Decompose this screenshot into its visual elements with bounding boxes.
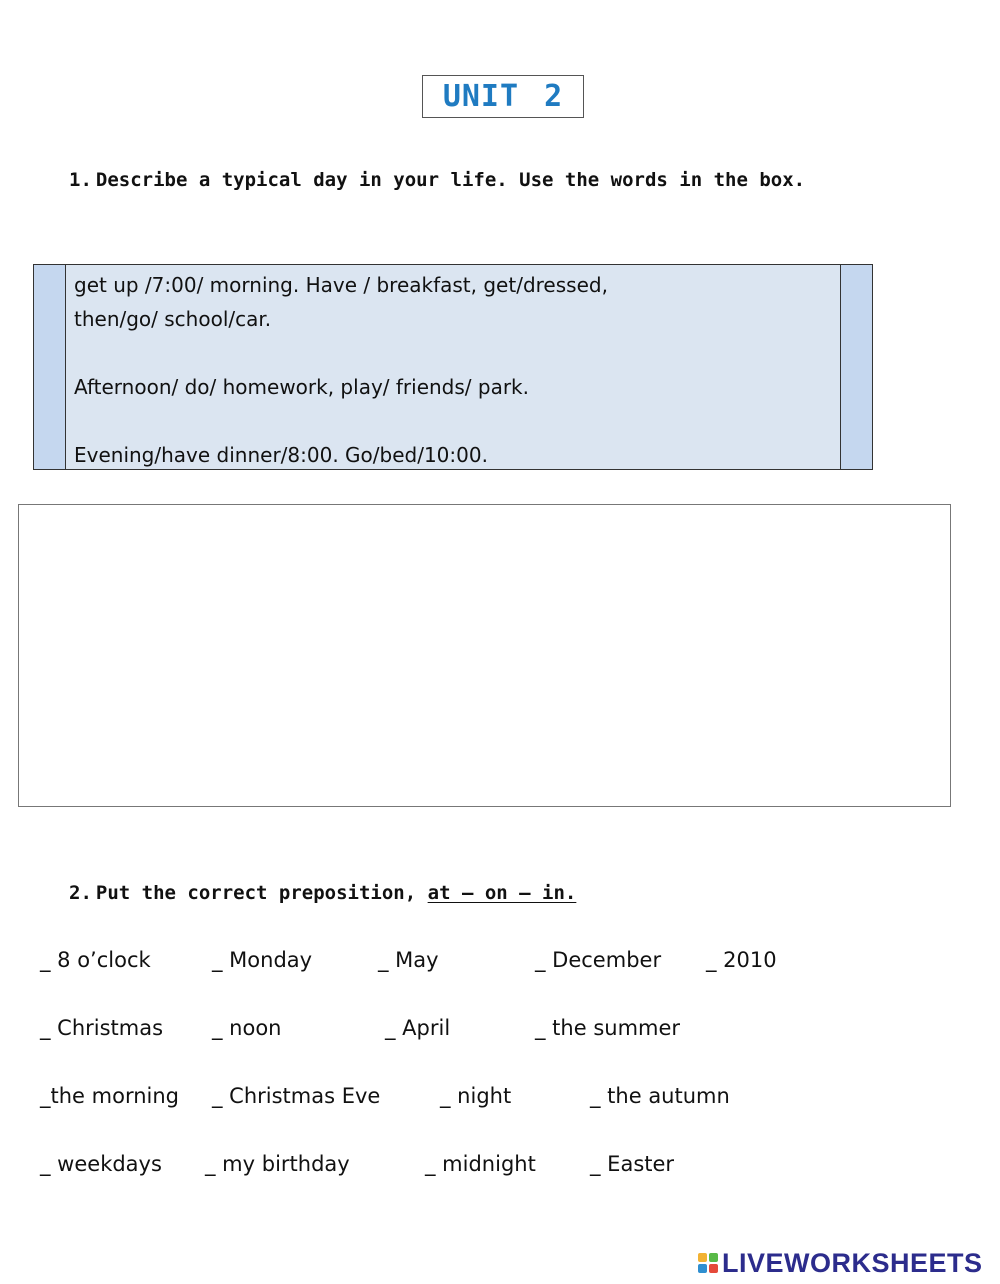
blank-item[interactable]: _ 2010 <box>706 948 777 972</box>
exercise-2-heading <box>69 882 576 904</box>
blank-item[interactable]: _ Christmas Eve <box>212 1084 381 1108</box>
word-box <box>33 264 873 470</box>
blank-item[interactable]: _ midnight <box>425 1152 536 1176</box>
blank-item[interactable]: _ December <box>535 948 662 972</box>
blank-item[interactable]: _ Monday <box>212 948 313 972</box>
word-box-line: Evening/have dinner/8:00. Go/bed/10:00. <box>74 443 488 467</box>
blank-item[interactable]: _ the autumn <box>590 1084 730 1108</box>
blank-item[interactable]: _ night <box>440 1084 512 1108</box>
word-box-line: then/go/ school/car. <box>74 307 272 331</box>
word-box-line: Afternoon/ do/ homework, play/ friends/ park. <box>74 375 529 399</box>
answer-text-area[interactable] <box>18 504 951 807</box>
blank-item[interactable]: _ May <box>378 948 439 972</box>
exercise-1-instruction: Describe a typical day in your life. Use the words in the box. <box>95 169 806 191</box>
exercise-1-heading <box>69 169 805 191</box>
blank-item[interactable]: _ 8 o’clock <box>40 948 151 972</box>
exercise-2-instruction: Put the correct preposition, <box>95 882 428 904</box>
blank-item[interactable]: _the morning <box>40 1084 179 1108</box>
unit-title: UNIT 2 <box>422 75 584 118</box>
word-box-line: get up /7:00/ morning. Have / breakfast, get/dressed, <box>74 273 608 297</box>
blank-item[interactable]: _ weekdays <box>40 1152 162 1176</box>
preposition-options: at – on – in. <box>427 882 577 904</box>
blank-item[interactable]: _ April <box>385 1016 451 1040</box>
brand-name: LIVEWORKSHEETS <box>722 1247 983 1278</box>
exercise-2-number: 2. <box>69 882 92 904</box>
liveworksheets-logo <box>698 1248 983 1278</box>
blank-item[interactable]: _ Christmas <box>40 1016 164 1040</box>
exercise-1-number: 1. <box>69 169 92 191</box>
word-box-content <box>65 265 841 469</box>
liveworksheets-logo-icon <box>698 1253 718 1273</box>
blank-item[interactable]: _ the summer <box>535 1016 681 1040</box>
blank-item[interactable]: _ Easter <box>590 1152 675 1176</box>
blank-item[interactable]: _ noon <box>212 1016 282 1040</box>
blank-item[interactable]: _ my birthday <box>205 1152 350 1176</box>
